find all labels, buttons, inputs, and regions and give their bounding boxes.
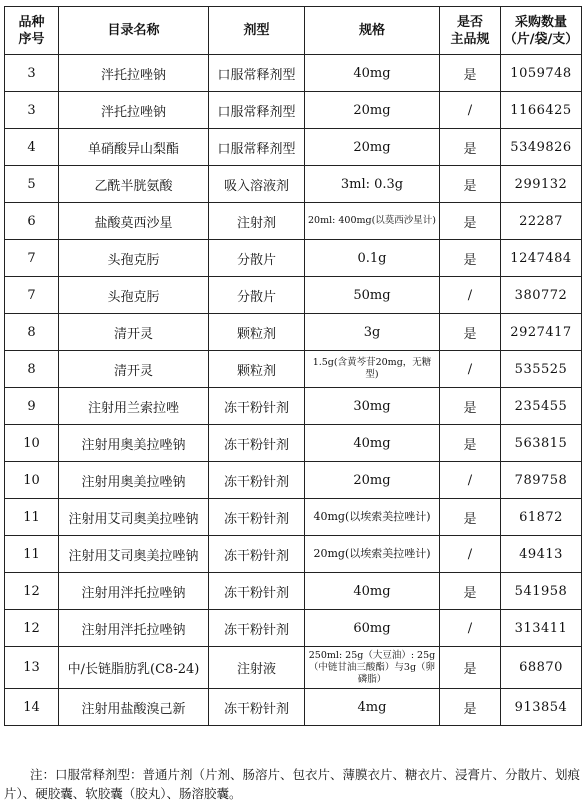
table-row bbox=[5, 425, 582, 462]
row-form-cell: 冻干粉针剂 bbox=[209, 610, 305, 647]
row-spec-cell: 40mg bbox=[305, 425, 440, 462]
row-name-cell: 清开灵 bbox=[59, 351, 209, 388]
row-qty-cell: 49413 bbox=[501, 536, 582, 573]
row-spec-cell: 60mg bbox=[305, 610, 440, 647]
table-row bbox=[5, 462, 582, 499]
footnote: 注：口服常释剂型：普通片剂（片剂、肠溶片、包衣片、薄膜衣片、糖衣片、浸膏片、分散片、划痕片）、硬胶囊、软胶囊（胶丸）、肠溶胶囊。 bbox=[4, 767, 581, 801]
row-seq-cell: 11 bbox=[5, 536, 59, 573]
row-main-cell: / bbox=[440, 462, 501, 499]
row-main-cell: 是 bbox=[440, 166, 501, 203]
row-seq-cell: 7 bbox=[5, 240, 59, 277]
row-form-cell: 口服常释剂型 bbox=[209, 92, 305, 129]
row-form-cell: 口服常释剂型 bbox=[209, 55, 305, 92]
row-name-cell: 中/长链脂肪乳(C8-24) bbox=[59, 647, 209, 689]
row-form-cell: 冻干粉针剂 bbox=[209, 536, 305, 573]
row-qty-cell: 235455 bbox=[501, 388, 582, 425]
row-main-cell: 是 bbox=[440, 55, 501, 92]
row-main-cell: 是 bbox=[440, 499, 501, 536]
row-main-cell: 是 bbox=[440, 647, 501, 689]
header-name: 目录名称 bbox=[59, 7, 209, 55]
table-row bbox=[5, 277, 582, 314]
row-name-cell: 泮托拉唑钠 bbox=[59, 55, 209, 92]
row-form-cell: 冻干粉针剂 bbox=[209, 425, 305, 462]
row-seq-cell: 8 bbox=[5, 314, 59, 351]
row-main-cell: / bbox=[440, 92, 501, 129]
header-spec: 规格 bbox=[305, 7, 440, 55]
row-seq-cell: 9 bbox=[5, 388, 59, 425]
row-seq-cell: 3 bbox=[5, 92, 59, 129]
table-body bbox=[5, 55, 582, 726]
row-main-cell: 是 bbox=[440, 129, 501, 166]
row-main-cell: 是 bbox=[440, 314, 501, 351]
table-row bbox=[5, 203, 582, 240]
row-spec-cell: 4mg bbox=[305, 689, 440, 726]
row-form-cell: 分散片 bbox=[209, 277, 305, 314]
row-form-cell: 冻干粉针剂 bbox=[209, 573, 305, 610]
row-seq-cell: 3 bbox=[5, 55, 59, 92]
header-seq: 品种 序号 bbox=[5, 7, 59, 55]
table-row bbox=[5, 314, 582, 351]
row-name-cell: 乙酰半胱氨酸 bbox=[59, 166, 209, 203]
header-qty: 采购数量 （片/袋/支） bbox=[501, 7, 582, 55]
row-spec-cell: 1.5g(含黄芩苷20mg，无糖型) bbox=[305, 351, 440, 388]
row-qty-cell: 541958 bbox=[501, 573, 582, 610]
row-spec-cell: 0.1g bbox=[305, 240, 440, 277]
row-seq-cell: 12 bbox=[5, 573, 59, 610]
row-seq-cell: 8 bbox=[5, 351, 59, 388]
row-main-cell: 是 bbox=[440, 573, 501, 610]
row-seq-cell: 6 bbox=[5, 203, 59, 240]
row-form-cell: 分散片 bbox=[209, 240, 305, 277]
row-name-cell: 单硝酸异山梨酯 bbox=[59, 129, 209, 166]
table-row bbox=[5, 536, 582, 573]
row-spec-cell: 20mg bbox=[305, 129, 440, 166]
row-seq-cell: 11 bbox=[5, 499, 59, 536]
row-qty-cell: 1166425 bbox=[501, 92, 582, 129]
table-row bbox=[5, 55, 582, 92]
table-row bbox=[5, 388, 582, 425]
row-seq-cell: 5 bbox=[5, 166, 59, 203]
row-spec-cell: 3ml: 0.3g bbox=[305, 166, 440, 203]
row-qty-cell: 1059748 bbox=[501, 55, 582, 92]
table-row bbox=[5, 129, 582, 166]
row-form-cell: 冻干粉针剂 bbox=[209, 462, 305, 499]
table-row bbox=[5, 351, 582, 388]
row-main-cell: 是 bbox=[440, 203, 501, 240]
row-qty-cell: 913854 bbox=[501, 689, 582, 726]
row-qty-cell: 563815 bbox=[501, 425, 582, 462]
row-form-cell: 口服常释剂型 bbox=[209, 129, 305, 166]
row-name-cell: 注射用奥美拉唑钠 bbox=[59, 425, 209, 462]
row-seq-cell: 10 bbox=[5, 462, 59, 499]
row-qty-cell: 313411 bbox=[501, 610, 582, 647]
row-main-cell: / bbox=[440, 610, 501, 647]
row-name-cell: 盐酸莫西沙星 bbox=[59, 203, 209, 240]
row-seq-cell: 7 bbox=[5, 277, 59, 314]
row-qty-cell: 789758 bbox=[501, 462, 582, 499]
row-spec-cell: 40mg bbox=[305, 573, 440, 610]
row-name-cell: 注射用艾司奥美拉唑钠 bbox=[59, 499, 209, 536]
row-main-cell: 是 bbox=[440, 388, 501, 425]
row-name-cell: 头孢克肟 bbox=[59, 240, 209, 277]
row-seq-cell: 10 bbox=[5, 425, 59, 462]
row-main-cell: 是 bbox=[440, 425, 501, 462]
row-qty-cell: 2927417 bbox=[501, 314, 582, 351]
row-form-cell: 注射剂 bbox=[209, 203, 305, 240]
row-name-cell: 注射用盐酸溴己新 bbox=[59, 689, 209, 726]
table-row bbox=[5, 647, 582, 689]
header-main: 是否 主品规 bbox=[440, 7, 501, 55]
row-spec-cell: 40mg bbox=[305, 55, 440, 92]
row-seq-cell: 14 bbox=[5, 689, 59, 726]
row-name-cell: 清开灵 bbox=[59, 314, 209, 351]
row-form-cell: 冻干粉针剂 bbox=[209, 499, 305, 536]
row-main-cell: / bbox=[440, 277, 501, 314]
row-main-cell: 是 bbox=[440, 689, 501, 726]
row-seq-cell: 12 bbox=[5, 610, 59, 647]
row-form-cell: 注射液 bbox=[209, 647, 305, 689]
row-spec-cell: 3g bbox=[305, 314, 440, 351]
row-form-cell: 颗粒剂 bbox=[209, 314, 305, 351]
row-name-cell: 注射用兰索拉唑 bbox=[59, 388, 209, 425]
row-spec-cell: 250ml: 25g（大豆油）: 25g（中链甘油三酸酯）与3g（卵磷脂） bbox=[305, 647, 440, 689]
row-name-cell: 注射用艾司奥美拉唑钠 bbox=[59, 536, 209, 573]
table-row bbox=[5, 499, 582, 536]
row-qty-cell: 1247484 bbox=[501, 240, 582, 277]
row-form-cell: 冻干粉针剂 bbox=[209, 689, 305, 726]
row-main-cell: / bbox=[440, 536, 501, 573]
row-main-cell: / bbox=[440, 351, 501, 388]
row-name-cell: 注射用泮托拉唑钠 bbox=[59, 573, 209, 610]
row-name-cell: 泮托拉唑钠 bbox=[59, 92, 209, 129]
table-row bbox=[5, 689, 582, 726]
table-row bbox=[5, 610, 582, 647]
row-spec-cell: 30mg bbox=[305, 388, 440, 425]
row-spec-cell: 40mg(以埃索美拉唑计) bbox=[305, 499, 440, 536]
row-spec-cell: 20mg bbox=[305, 462, 440, 499]
header-row bbox=[5, 7, 582, 55]
row-spec-cell: 20mg(以埃索美拉唑计) bbox=[305, 536, 440, 573]
row-main-cell: 是 bbox=[440, 240, 501, 277]
row-seq-cell: 13 bbox=[5, 647, 59, 689]
row-seq-cell: 4 bbox=[5, 129, 59, 166]
row-name-cell: 注射用泮托拉唑钠 bbox=[59, 610, 209, 647]
row-form-cell: 冻干粉针剂 bbox=[209, 388, 305, 425]
procurement-table bbox=[4, 6, 582, 726]
row-spec-cell: 20ml: 400mg(以莫西沙星计) bbox=[305, 203, 440, 240]
row-qty-cell: 5349826 bbox=[501, 129, 582, 166]
header-form: 剂型 bbox=[209, 7, 305, 55]
row-form-cell: 吸入溶液剂 bbox=[209, 166, 305, 203]
table-row bbox=[5, 573, 582, 610]
row-name-cell: 注射用奥美拉唑钠 bbox=[59, 462, 209, 499]
row-name-cell: 头孢克肟 bbox=[59, 277, 209, 314]
row-qty-cell: 61872 bbox=[501, 499, 582, 536]
table-row bbox=[5, 240, 582, 277]
row-spec-cell: 20mg bbox=[305, 92, 440, 129]
row-qty-cell: 22287 bbox=[501, 203, 582, 240]
row-form-cell: 颗粒剂 bbox=[209, 351, 305, 388]
row-spec-cell: 50mg bbox=[305, 277, 440, 314]
row-qty-cell: 380772 bbox=[501, 277, 582, 314]
table-row bbox=[5, 92, 582, 129]
row-qty-cell: 68870 bbox=[501, 647, 582, 689]
row-qty-cell: 299132 bbox=[501, 166, 582, 203]
table-row bbox=[5, 166, 582, 203]
row-qty-cell: 535525 bbox=[501, 351, 582, 388]
